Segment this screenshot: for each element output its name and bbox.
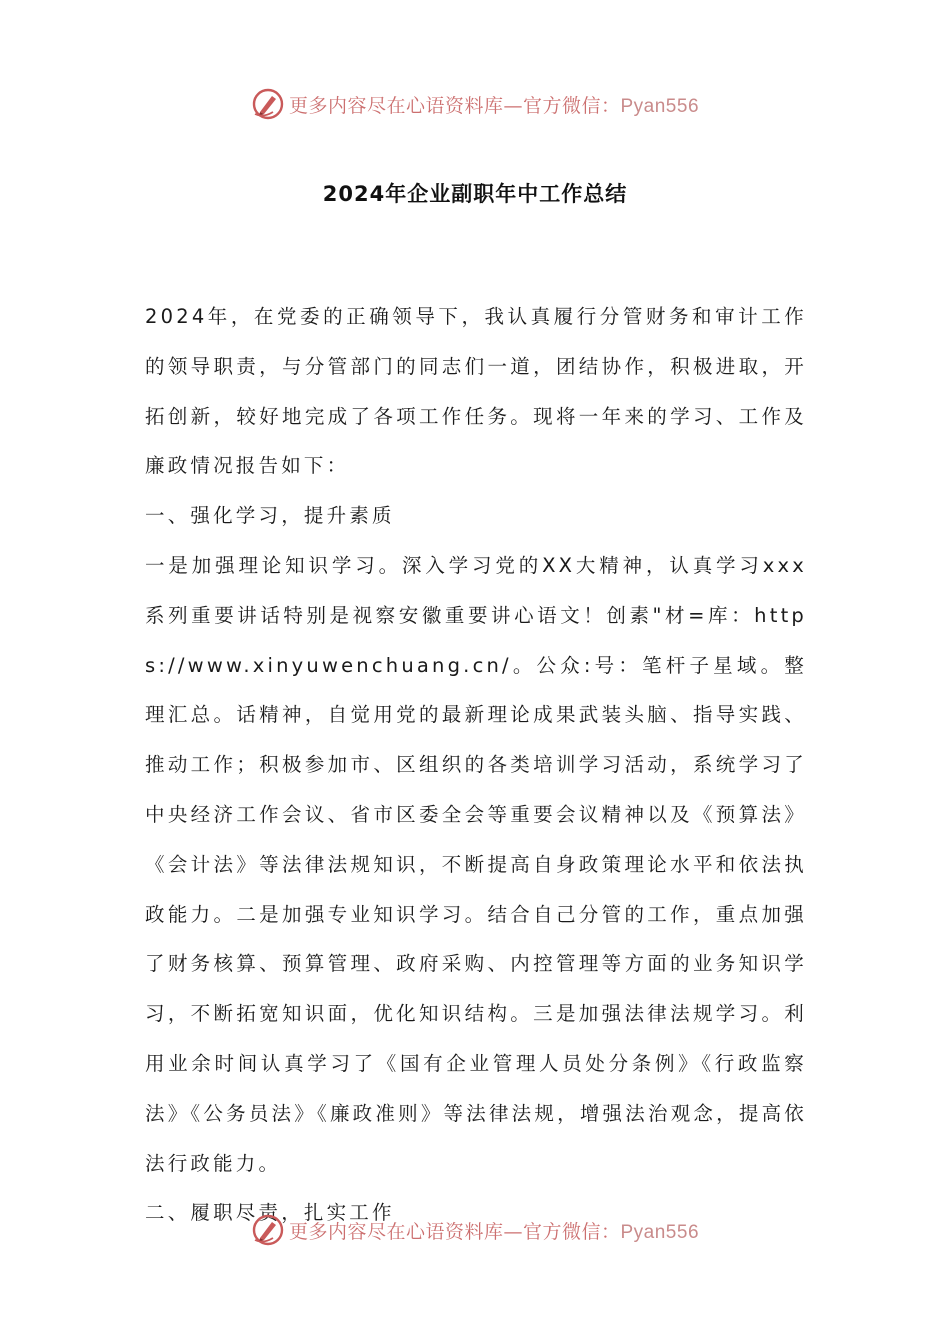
study-paragraph: 一是加强理论知识学习。深入学习党的XX大精神，认真学习xxx系列重要讲话特别是视察安徽重要讲心语文！创素"材=库：https://www.xinyuwenchuang.cn/。公众:号：笔杆子星域。整理汇总。话精神，自觉用党的最新理论成果武装头脑、指导实践、推动工作；积极参加市、区组织的各类培训学习活动，系统学习了中央经济工作会议、省市区委全会等重要会议精神以及《预算法》《会计法》等法律法规知识，不断提高自身政策理论水平和依法执政能力。二是加强专业知识学习。结合自己分管的工作，重点加强了财务核算、预算管理、政府采购、内控管理等方面的业务知识学习，不断拓宽知识面，优化知识结构。三是加强法律法规学习。利用业余时间认真学习了《国有企业管理人员处分条例》《行政监察法》《公务员法》《廉政准则》等法律法规，增强法治观念，提高依法行政能力。 <box>145 553 807 1175</box>
pen-logo-icon <box>251 1213 285 1247</box>
header-wechat-id: Pyan556 <box>620 95 700 117</box>
header-watermark-banner <box>0 84 950 124</box>
document-title: 2024年企业副职年中工作总结 <box>322 182 628 206</box>
footer-wechat-id: Pyan556 <box>620 1221 700 1243</box>
footer-watermark-banner <box>0 1210 950 1250</box>
footer-banner-text: 更多内容尽在心语资料库—官方微信：Pyan556 <box>288 1220 700 1243</box>
section-heading-1: 一、强化学习，提升素质 <box>145 504 395 528</box>
pen-logo-icon <box>251 87 285 121</box>
document-body <box>145 292 807 1238</box>
section-heading-2: 二、履职尽责，扎实工作 <box>145 1201 395 1225</box>
header-banner-text: 更多内容尽在心语资料库—官方微信：Pyan556 <box>288 94 700 117</box>
intro-paragraph: 2024年，在党委的正确领导下，我认真履行分管财务和审计工作的领导职责，与分管部门的同志们一道，团结协作，积极进取，开拓创新，较好地完成了各项工作任务。现将一年来的学习、工作及廉政情况报告如下： <box>145 305 807 478</box>
